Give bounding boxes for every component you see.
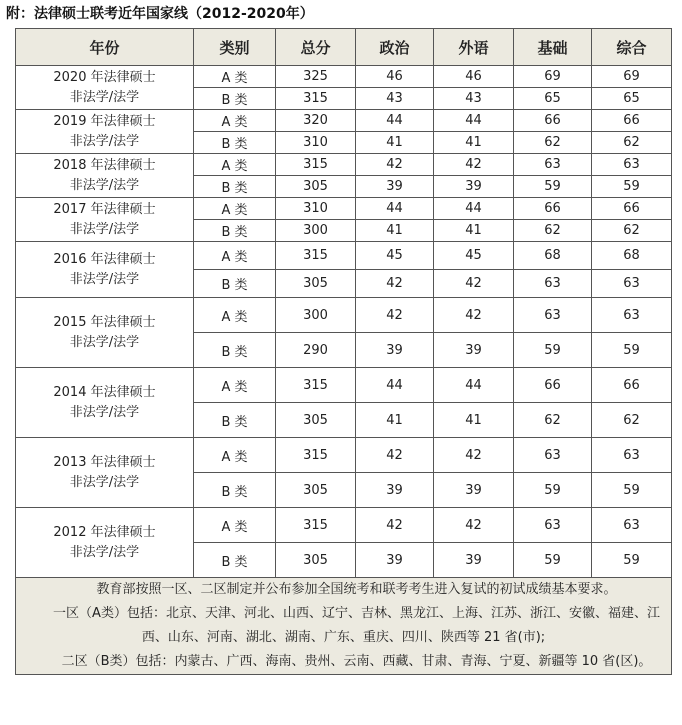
header-language: 外语 (434, 29, 514, 66)
comprehensive-cell: 66 (592, 368, 672, 403)
total-cell: 305 (276, 403, 356, 438)
language-cell: 41 (434, 403, 514, 438)
total-cell: 290 (276, 333, 356, 368)
language-cell: 41 (434, 220, 514, 242)
year-sublabel: 非法学/法学 (69, 133, 140, 149)
total-cell: 305 (276, 176, 356, 198)
header-year: 年份 (16, 29, 194, 66)
header-total: 总分 (276, 29, 356, 66)
language-cell: 39 (434, 333, 514, 368)
basic-cell: 68 (514, 242, 592, 270)
category-cell: A 类 (194, 242, 276, 270)
year-cell (16, 438, 194, 508)
comprehensive-cell: 59 (592, 333, 672, 368)
header-category: 类别 (194, 29, 276, 66)
category-cell: B 类 (194, 270, 276, 298)
basic-cell: 63 (514, 438, 592, 473)
basic-cell: 62 (514, 403, 592, 438)
year-cell (16, 298, 194, 368)
year-label: 2013 年法律硕士 (53, 454, 156, 470)
category-cell: B 类 (194, 176, 276, 198)
total-cell: 315 (276, 368, 356, 403)
table-row (16, 154, 672, 176)
note-paragraph-zone-a: 一区（A类）包括：北京、天津、河北、山西、辽宁、吉林、黑龙江、上海、江苏、浙江、安徽、福建、江西、山东、河南、湖北、湖南、广东、重庆、四川、陕西等 21 省(市); (53, 606, 660, 645)
table-row (16, 66, 672, 88)
politics-cell: 44 (356, 110, 434, 132)
politics-cell: 46 (356, 66, 434, 88)
year-cell (16, 110, 194, 154)
score-table (15, 28, 672, 675)
year-label: 2020 年法律硕士 (53, 69, 156, 85)
total-cell: 315 (276, 154, 356, 176)
year-sublabel: 非法学/法学 (69, 177, 140, 193)
comprehensive-cell: 59 (592, 543, 672, 578)
basic-cell: 63 (514, 298, 592, 333)
basic-cell: 59 (514, 333, 592, 368)
total-cell: 315 (276, 508, 356, 543)
language-cell: 42 (434, 154, 514, 176)
basic-cell: 65 (514, 88, 592, 110)
category-cell: B 类 (194, 88, 276, 110)
basic-cell: 59 (514, 543, 592, 578)
basic-cell: 66 (514, 198, 592, 220)
total-cell: 315 (276, 242, 356, 270)
comprehensive-cell: 66 (592, 110, 672, 132)
language-cell: 39 (434, 176, 514, 198)
basic-cell: 66 (514, 110, 592, 132)
politics-cell: 45 (356, 242, 434, 270)
comprehensive-cell: 68 (592, 242, 672, 270)
year-sublabel: 非法学/法学 (69, 334, 140, 350)
year-sublabel: 非法学/法学 (69, 89, 140, 105)
politics-cell: 43 (356, 88, 434, 110)
politics-cell: 42 (356, 154, 434, 176)
table-row (16, 438, 672, 473)
comprehensive-cell: 62 (592, 132, 672, 154)
total-cell: 300 (276, 298, 356, 333)
year-cell (16, 368, 194, 438)
notes-row (16, 578, 672, 675)
category-cell: A 类 (194, 508, 276, 543)
table-row (16, 198, 672, 220)
table-row (16, 242, 672, 270)
table-row (16, 368, 672, 403)
politics-cell: 39 (356, 176, 434, 198)
language-cell: 42 (434, 508, 514, 543)
comprehensive-cell: 63 (592, 298, 672, 333)
table-body (16, 66, 672, 578)
year-cell (16, 154, 194, 198)
year-label: 2019 年法律硕士 (53, 113, 156, 129)
comprehensive-cell: 63 (592, 438, 672, 473)
comprehensive-cell: 63 (592, 508, 672, 543)
category-cell: A 类 (194, 368, 276, 403)
total-cell: 315 (276, 88, 356, 110)
politics-cell: 44 (356, 198, 434, 220)
total-cell: 305 (276, 473, 356, 508)
comprehensive-cell: 69 (592, 66, 672, 88)
table-row (16, 110, 672, 132)
language-cell: 44 (434, 110, 514, 132)
total-cell: 320 (276, 110, 356, 132)
basic-cell: 59 (514, 176, 592, 198)
header-basic: 基础 (514, 29, 592, 66)
table-header-row (16, 29, 672, 66)
category-cell: B 类 (194, 132, 276, 154)
note-paragraph-intro: 教育部按照一区、二区制定并公布参加全国统考和联考考生进入复试的初试成绩基本要求。 (96, 582, 617, 597)
comprehensive-cell: 62 (592, 403, 672, 438)
year-sublabel: 非法学/法学 (69, 221, 140, 237)
category-cell: A 类 (194, 110, 276, 132)
language-cell: 45 (434, 242, 514, 270)
year-label: 2017 年法律硕士 (53, 201, 156, 217)
politics-cell: 41 (356, 403, 434, 438)
table-row (16, 508, 672, 543)
language-cell: 39 (434, 543, 514, 578)
total-cell: 305 (276, 270, 356, 298)
year-sublabel: 非法学/法学 (69, 271, 140, 287)
note-paragraph-zone-b: 二区（B类）包括：内蒙古、广西、海南、贵州、云南、西藏、甘肃、青海、宁夏、新疆等 10 省(区)。 (61, 654, 652, 669)
year-sublabel: 非法学/法学 (69, 544, 140, 560)
total-cell: 315 (276, 438, 356, 473)
header-politics: 政治 (356, 29, 434, 66)
header-comprehensive: 综合 (592, 29, 672, 66)
comprehensive-cell: 66 (592, 198, 672, 220)
category-cell: A 类 (194, 298, 276, 333)
category-cell: A 类 (194, 154, 276, 176)
basic-cell: 62 (514, 132, 592, 154)
basic-cell: 63 (514, 270, 592, 298)
year-sublabel: 非法学/法学 (69, 474, 140, 490)
total-cell: 310 (276, 132, 356, 154)
language-cell: 39 (434, 473, 514, 508)
year-cell (16, 508, 194, 578)
basic-cell: 59 (514, 473, 592, 508)
comprehensive-cell: 59 (592, 473, 672, 508)
politics-cell: 41 (356, 132, 434, 154)
category-cell: B 类 (194, 543, 276, 578)
basic-cell: 66 (514, 368, 592, 403)
politics-cell: 42 (356, 270, 434, 298)
year-label: 2018 年法律硕士 (53, 157, 156, 173)
category-cell: A 类 (194, 198, 276, 220)
politics-cell: 39 (356, 333, 434, 368)
language-cell: 42 (434, 438, 514, 473)
year-cell (16, 198, 194, 242)
year-label: 2014 年法律硕士 (53, 384, 156, 400)
comprehensive-cell: 63 (592, 154, 672, 176)
politics-cell: 42 (356, 298, 434, 333)
politics-cell: 39 (356, 543, 434, 578)
politics-cell: 42 (356, 508, 434, 543)
total-cell: 310 (276, 198, 356, 220)
comprehensive-cell: 62 (592, 220, 672, 242)
category-cell: B 类 (194, 473, 276, 508)
basic-cell: 63 (514, 508, 592, 543)
category-cell: A 类 (194, 66, 276, 88)
politics-cell: 42 (356, 438, 434, 473)
basic-cell: 62 (514, 220, 592, 242)
politics-cell: 41 (356, 220, 434, 242)
language-cell: 44 (434, 368, 514, 403)
category-cell: B 类 (194, 403, 276, 438)
page-title: 附：法律硕士联考近年国家线（2012-2020年） (6, 6, 314, 22)
year-label: 2015 年法律硕士 (53, 314, 156, 330)
basic-cell: 69 (514, 66, 592, 88)
year-sublabel: 非法学/法学 (69, 404, 140, 420)
language-cell: 42 (434, 298, 514, 333)
total-cell: 325 (276, 66, 356, 88)
year-label: 2012 年法律硕士 (53, 524, 156, 540)
language-cell: 41 (434, 132, 514, 154)
year-cell (16, 242, 194, 298)
category-cell: B 类 (194, 220, 276, 242)
year-cell (16, 66, 194, 110)
politics-cell: 39 (356, 473, 434, 508)
year-label: 2016 年法律硕士 (53, 251, 156, 267)
total-cell: 300 (276, 220, 356, 242)
category-cell: B 类 (194, 333, 276, 368)
comprehensive-cell: 65 (592, 88, 672, 110)
comprehensive-cell: 59 (592, 176, 672, 198)
language-cell: 44 (434, 198, 514, 220)
total-cell: 305 (276, 543, 356, 578)
comprehensive-cell: 63 (592, 270, 672, 298)
language-cell: 46 (434, 66, 514, 88)
politics-cell: 44 (356, 368, 434, 403)
table-row (16, 298, 672, 333)
language-cell: 42 (434, 270, 514, 298)
basic-cell: 63 (514, 154, 592, 176)
language-cell: 43 (434, 88, 514, 110)
notes-cell (16, 578, 672, 675)
category-cell: A 类 (194, 438, 276, 473)
